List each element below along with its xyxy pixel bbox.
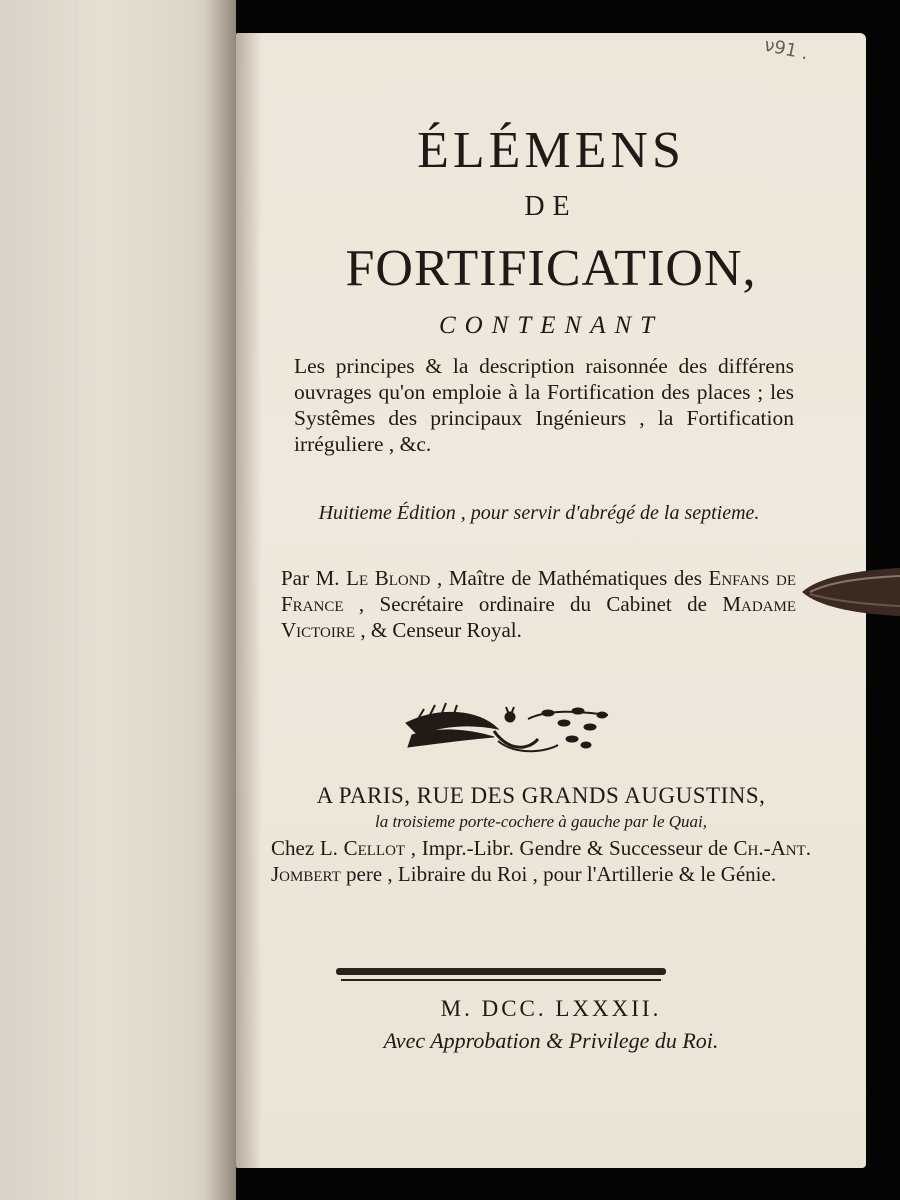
thin-rule: [341, 979, 661, 981]
thick-rule: [336, 968, 666, 975]
printer-mid: , Impr.-Libr. Gendre & Successeur de: [405, 836, 734, 860]
privilege-line: Avec Approbation & Privilege du Roi.: [383, 1028, 719, 1053]
printer-prefix: Chez L.: [271, 836, 344, 860]
imprint-block: [271, 783, 811, 887]
title-fortification: FORTIFICATION,: [345, 240, 757, 297]
author-text-4: , & Censeur Royal.: [355, 618, 522, 642]
title-page: [236, 33, 866, 1168]
imprint-address: A PARIS, RUE DES GRANDS AUGUSTINS,: [316, 783, 766, 808]
author-text-2: , Maître de Mathématiques des: [430, 566, 709, 590]
imprint-date: M. DCC. LXXXII.: [440, 996, 662, 1021]
bookmark-ribbon: [800, 562, 900, 622]
jombert-name: Ch.-Ant. Jombert: [271, 836, 811, 886]
contenant-line: CONTENANT: [438, 312, 664, 339]
imprint-address-detail: la troisieme porte-cochere à gauche par le Quai,: [374, 812, 708, 831]
author-prefix: Par M.: [281, 566, 347, 590]
facing-blank-page: [0, 0, 236, 1200]
title-de: DE: [524, 191, 578, 222]
printers-ornament: [398, 701, 614, 761]
edition-statement: Huitieme Édition , pour servir d'abrégé de la septieme.: [318, 502, 760, 524]
author-name: Le Blond: [346, 566, 431, 590]
description-paragraph: Les principes & la description raisonnée des différens ouvrages qu'on emploie à la Fortification des places ; les Systêmes des principaux Ingénieurs , la Fortification irréguliere , &c.: [294, 354, 794, 456]
enfans-de-france: Enfans de France: [281, 566, 796, 616]
pencil-note: ν91 .: [762, 34, 811, 65]
printer-name: Cellot: [343, 836, 406, 860]
title-elemens: ÉLÉMENS: [417, 122, 685, 179]
madame-victoire: Madame Victoire: [281, 592, 796, 642]
author-statement: [281, 565, 796, 643]
imprint-printer: [271, 835, 811, 887]
author-text-3: , Secrétaire ordinaire du Cabinet de: [343, 592, 723, 616]
printer-tail: pere , Libraire du Roi , pour l'Artillerie & le Génie.: [340, 862, 777, 886]
